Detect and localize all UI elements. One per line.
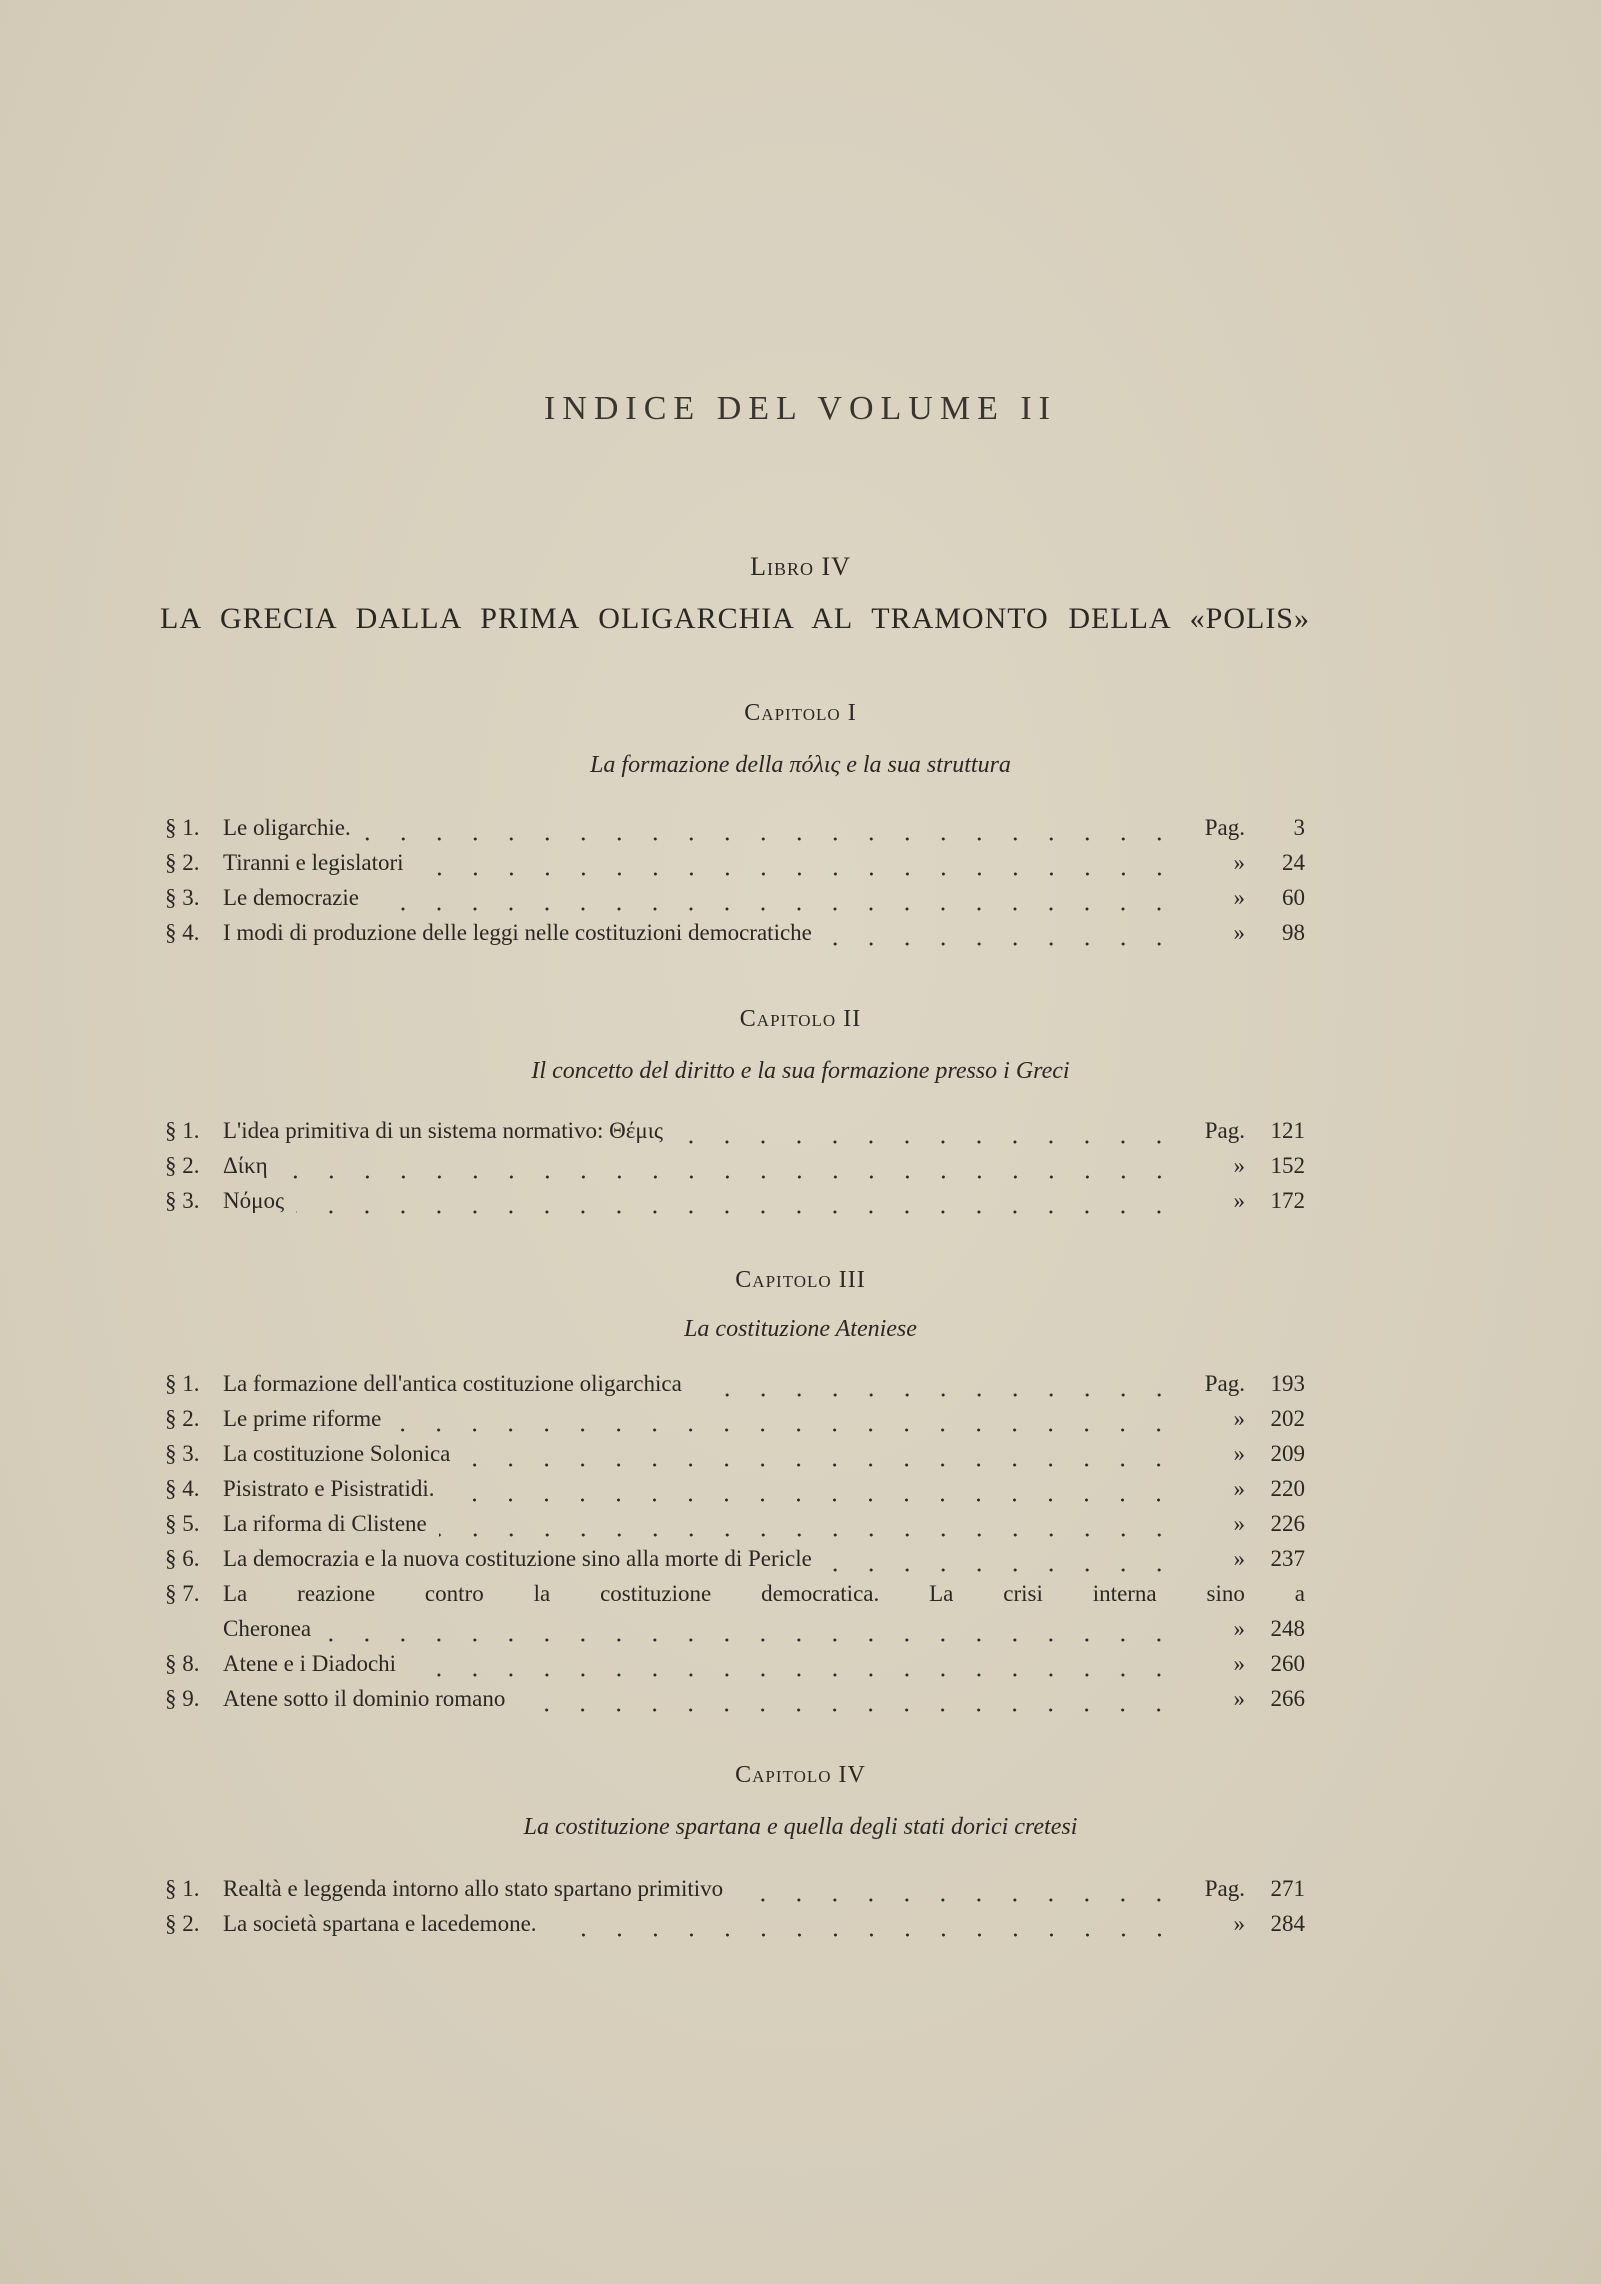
dot-leader bbox=[824, 942, 1177, 946]
dot-leader bbox=[446, 1498, 1177, 1502]
section-number: § 2. bbox=[165, 1406, 200, 1431]
section-number: § 1. bbox=[165, 1118, 200, 1143]
page-number: 220 bbox=[1270, 1476, 1305, 1501]
page-marker: » bbox=[1233, 1476, 1245, 1501]
page-number: 226 bbox=[1270, 1511, 1305, 1536]
book-heading: LA GRECIA DALLA PRIMA OLIGARCHIA AL TRAMONTO DELLA «POLIS» bbox=[160, 602, 1310, 635]
chapter-subtitle: La formazione della πόλις e la sua struttura bbox=[590, 752, 1011, 778]
toc-entry[interactable] bbox=[165, 1188, 1305, 1223]
entry-title: Δίκη bbox=[223, 1153, 268, 1178]
page-number: 271 bbox=[1270, 1876, 1305, 1901]
toc-entry[interactable] bbox=[165, 920, 1305, 955]
toc-entry[interactable] bbox=[165, 1546, 1305, 1581]
entry-title: Realtà e leggenda intorno allo stato spartano primitivo bbox=[223, 1876, 724, 1901]
section-number: § 6. bbox=[165, 1546, 200, 1571]
toc-entry[interactable] bbox=[165, 1511, 1305, 1546]
page-number: 202 bbox=[1270, 1406, 1305, 1431]
page-marker: » bbox=[1233, 1616, 1245, 1641]
dot-leader bbox=[694, 1393, 1177, 1397]
entry-title: Atene sotto il dominio romano bbox=[223, 1686, 506, 1711]
toc-entry[interactable] bbox=[165, 885, 1305, 920]
toc-entry[interactable] bbox=[165, 1118, 1305, 1153]
page-number: 266 bbox=[1270, 1686, 1305, 1711]
toc-entry[interactable] bbox=[165, 1406, 1305, 1441]
entry-title: I modi di produzione delle leggi nelle costituzioni democratiche bbox=[223, 920, 812, 945]
page-marker: Pag. bbox=[1204, 1876, 1245, 1901]
section-number: § 4. bbox=[165, 920, 200, 945]
chapter-subtitle: La costituzione spartana e quella degli stati dorici cretesi bbox=[523, 1814, 1078, 1840]
entry-title-continued: Cheronea bbox=[223, 1616, 312, 1641]
page-marker: » bbox=[1233, 1911, 1245, 1936]
toc-entry[interactable] bbox=[165, 1441, 1305, 1476]
page-marker: » bbox=[1233, 885, 1245, 910]
page-number: 260 bbox=[1270, 1651, 1305, 1676]
book-label: Libro IV bbox=[750, 552, 851, 581]
entry-title: La società spartana e lacedemone. bbox=[223, 1911, 537, 1936]
entry-title: La reazione contro la costituzione democratica. La crisi interna sino a bbox=[223, 1581, 1305, 1606]
toc-entry[interactable] bbox=[165, 815, 1305, 850]
section-number: § 5. bbox=[165, 1511, 200, 1536]
toc-entry[interactable] bbox=[165, 1371, 1305, 1406]
page-marker: » bbox=[1233, 920, 1245, 945]
dot-leader bbox=[735, 1898, 1177, 1902]
section-number: § 2. bbox=[165, 1911, 200, 1936]
dot-leader bbox=[517, 1708, 1177, 1712]
chapter-label: Capitolo IV bbox=[735, 1762, 866, 1788]
entry-title: Le democrazie bbox=[223, 885, 359, 910]
toc-list bbox=[165, 1876, 1305, 1946]
entry-title: Le prime riforme bbox=[223, 1406, 382, 1431]
page-number: 172 bbox=[1270, 1188, 1305, 1213]
page-number: 284 bbox=[1270, 1911, 1305, 1936]
page-marker: » bbox=[1233, 1188, 1245, 1213]
toc-entry[interactable] bbox=[165, 1686, 1305, 1721]
section-number: § 1. bbox=[165, 815, 200, 840]
page-number: 248 bbox=[1270, 1616, 1305, 1641]
section-number: § 2. bbox=[165, 1153, 200, 1178]
page-marker: » bbox=[1233, 1406, 1245, 1431]
entry-title: Atene e i Diadochi bbox=[223, 1651, 397, 1676]
toc-entry[interactable] bbox=[165, 1153, 1305, 1188]
page-marker: » bbox=[1233, 1153, 1245, 1178]
dot-leader bbox=[323, 1638, 1177, 1642]
section-number: § 1. bbox=[165, 1876, 200, 1901]
page-marker: » bbox=[1233, 1511, 1245, 1536]
section-number: § 9. bbox=[165, 1686, 200, 1711]
dot-leader bbox=[393, 1428, 1177, 1432]
entry-title: La formazione dell'antica costituzione oligarchica bbox=[223, 1371, 682, 1396]
chapter-subtitle: Il concetto del diritto e la sua formazione presso i Greci bbox=[531, 1058, 1070, 1084]
page-marker: Pag. bbox=[1204, 1371, 1245, 1396]
dot-leader bbox=[675, 1140, 1177, 1144]
page-marker: Pag. bbox=[1204, 815, 1245, 840]
entry-title: La riforma di Clistene bbox=[223, 1511, 427, 1536]
chapter-label: Capitolo I bbox=[744, 700, 857, 726]
page-number: 209 bbox=[1270, 1441, 1305, 1466]
page-marker: » bbox=[1233, 1651, 1245, 1676]
dot-leader bbox=[408, 1673, 1177, 1677]
chapter-subtitle: La costituzione Ateniese bbox=[684, 1316, 917, 1342]
page-marker: Pag. bbox=[1204, 1118, 1245, 1143]
page-number: 98 bbox=[1282, 920, 1305, 945]
page-marker: » bbox=[1233, 1441, 1245, 1466]
toc-entry[interactable] bbox=[165, 1876, 1305, 1911]
page-marker: » bbox=[1233, 1546, 1245, 1571]
section-number: § 2. bbox=[165, 850, 200, 875]
toc-entry[interactable] bbox=[165, 1651, 1305, 1686]
dot-leader bbox=[462, 1463, 1177, 1467]
toc-list bbox=[165, 815, 1305, 955]
section-number: § 7. bbox=[165, 1581, 200, 1606]
entry-title: L'idea primitiva di un sistema normativo: Θέμις bbox=[223, 1118, 664, 1143]
dot-leader bbox=[296, 1210, 1177, 1214]
chapter-label: Capitolo II bbox=[739, 1006, 862, 1032]
toc-entry[interactable] bbox=[165, 1476, 1305, 1511]
section-number: § 3. bbox=[165, 1441, 200, 1466]
page-number: 152 bbox=[1270, 1153, 1305, 1178]
index-title: INDICE DEL VOLUME II bbox=[544, 390, 1057, 427]
section-number: § 3. bbox=[165, 1188, 200, 1213]
dot-leader bbox=[439, 1533, 1177, 1537]
toc-list bbox=[165, 1371, 1305, 1721]
page-marker: » bbox=[1233, 850, 1245, 875]
chapter-label: Capitolo III bbox=[735, 1267, 866, 1293]
page-number: 121 bbox=[1270, 1118, 1305, 1143]
page-number: 193 bbox=[1270, 1371, 1305, 1396]
toc-entry[interactable] bbox=[165, 1911, 1305, 1946]
toc-entry[interactable] bbox=[165, 1581, 1305, 1616]
toc-entry-continuation[interactable] bbox=[165, 1616, 1305, 1651]
page-number: 3 bbox=[1293, 815, 1305, 840]
page-number: 24 bbox=[1282, 850, 1305, 875]
toc-list bbox=[165, 1118, 1305, 1223]
page-number: 237 bbox=[1270, 1546, 1305, 1571]
entry-title: La democrazia e la nuova costituzione sino alla morte di Pericle bbox=[223, 1546, 812, 1571]
entry-title: Pisistrato e Pisistratidi. bbox=[223, 1476, 435, 1501]
dot-leader bbox=[824, 1568, 1177, 1572]
page-marker: » bbox=[1233, 1686, 1245, 1711]
section-number: § 4. bbox=[165, 1476, 200, 1501]
entry-title: La costituzione Solonica bbox=[223, 1441, 451, 1466]
section-number: § 1. bbox=[165, 1371, 200, 1396]
dot-leader bbox=[371, 907, 1177, 911]
entry-title: Tiranni e legislatori bbox=[223, 850, 404, 875]
dot-leader bbox=[549, 1933, 1177, 1937]
dot-leader bbox=[280, 1175, 1177, 1179]
dot-leader bbox=[363, 837, 1177, 841]
section-number: § 3. bbox=[165, 885, 200, 910]
section-number: § 8. bbox=[165, 1651, 200, 1676]
toc-entry[interactable] bbox=[165, 850, 1305, 885]
page-number: 60 bbox=[1282, 885, 1305, 910]
entry-title: Νόμος bbox=[223, 1188, 285, 1213]
entry-title: Le oligarchie. bbox=[223, 815, 351, 840]
dot-leader bbox=[416, 872, 1177, 876]
